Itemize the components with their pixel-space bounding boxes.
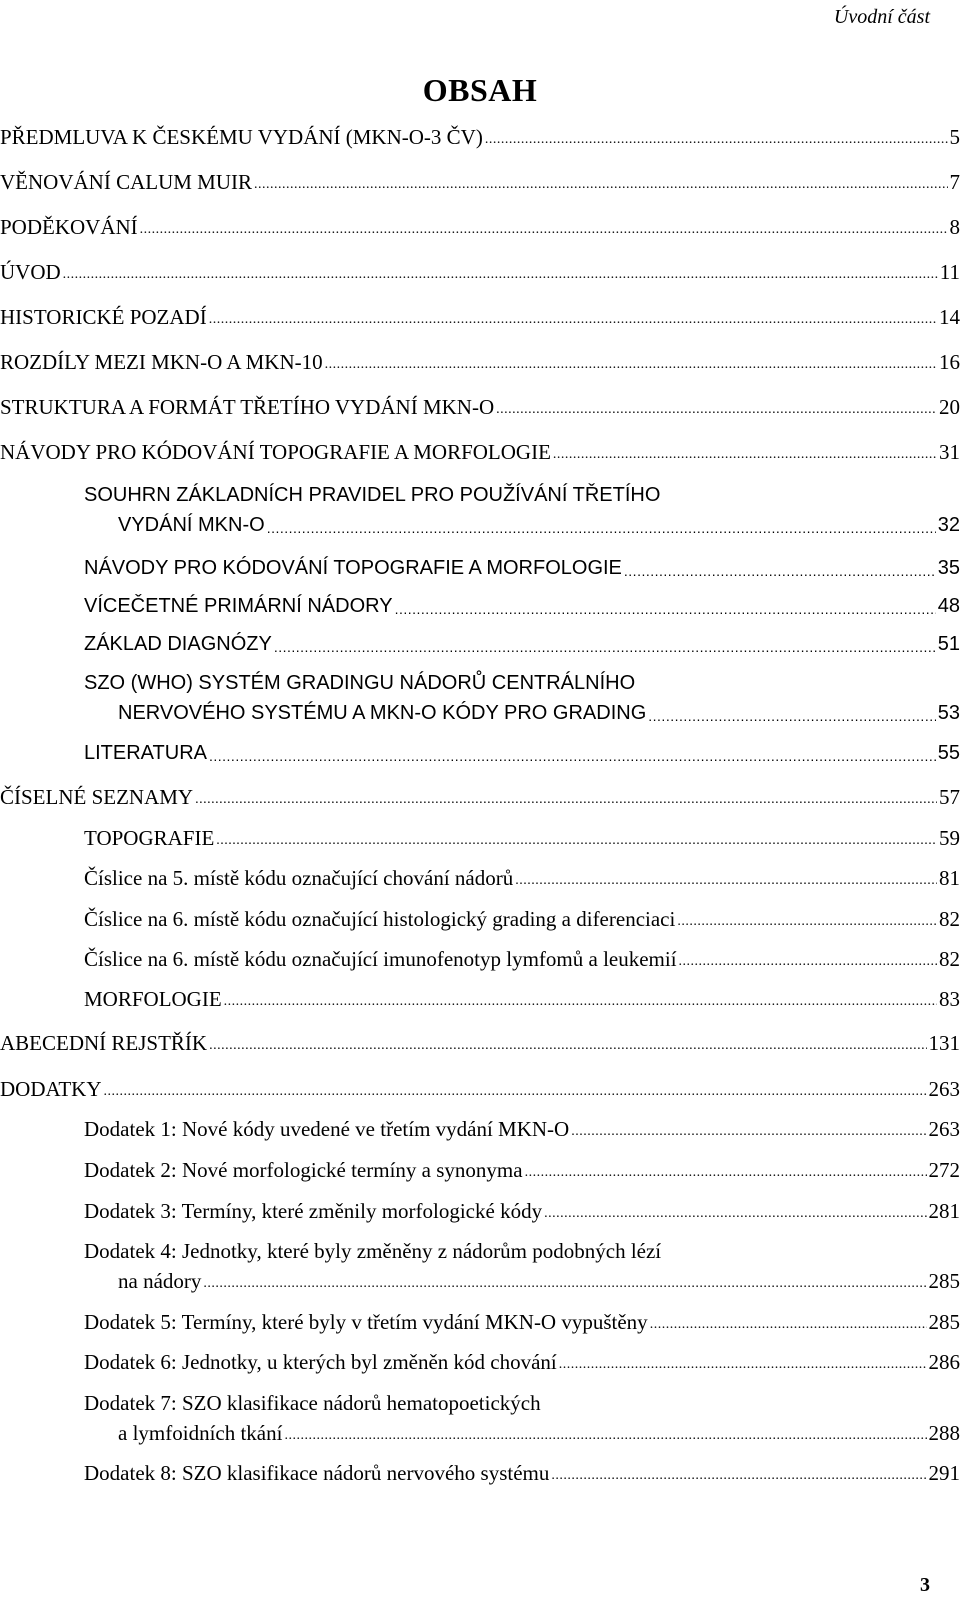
toc-entry-label: MORFOLOGIE (84, 987, 222, 1011)
toc-entry-label: NÁVODY PRO KÓDOVÁNÍ TOPOGRAFIE A MORFOLOGIE (84, 557, 622, 579)
dot-leader (195, 795, 937, 805)
toc-entry-label: PŘEDMLUVA K ČESKÉMU VYDÁNÍ (MKN-O-3 ČV) (0, 125, 483, 149)
dot-leader (485, 135, 948, 145)
dot-leader (284, 1431, 926, 1441)
toc-entry-page: 20 (939, 395, 960, 419)
toc-entry[interactable] (0, 257, 960, 287)
toc-entry-page: 7 (949, 170, 960, 194)
toc-entry-label: Dodatek 8: SZO klasifikace nádorů nervového systému (84, 1461, 550, 1485)
toc-entry[interactable] (84, 823, 960, 853)
toc-entry-label: ZÁKLAD DIAGNÓZY (84, 633, 272, 655)
toc-entry[interactable] (0, 437, 960, 467)
toc-entry-page: 263 (928, 1077, 960, 1101)
toc-entry-label-continued: NERVOVÉHO SYSTÉMU A MKN-O KÓDY PRO GRADING (118, 702, 647, 724)
toc-entry-label: Dodatek 6: Jednotky, u kterých byl změněn kód chování (84, 1350, 557, 1374)
dot-leader (648, 711, 935, 721)
dot-leader (515, 876, 937, 886)
dot-leader (63, 270, 938, 280)
toc-entry-label: ROZDÍLY MEZI MKN-O A MKN-10 (0, 350, 323, 374)
toc-entry[interactable] (0, 122, 960, 152)
toc-entry[interactable] (0, 1028, 960, 1058)
dot-leader (395, 604, 936, 614)
toc-entry-label: Dodatek 3: Termíny, které změnily morfologické kódy (84, 1199, 543, 1223)
toc-entry-page: 286 (928, 1350, 960, 1374)
toc-entry-label: SOUHRN ZÁKLADNÍCH PRAVIDEL PRO POUŽÍVÁNÍ TŘETÍHO (84, 484, 661, 506)
toc-entry-label: Číslice na 6. místě kódu označující histologický grading a diferenciaci (84, 907, 676, 931)
toc-entry-page: 35 (937, 557, 960, 579)
toc-entry[interactable] (0, 782, 960, 812)
toc-entry-label: STRUKTURA A FORMÁT TŘETÍHO VYDÁNÍ MKN-O (0, 395, 495, 419)
toc-entry[interactable] (84, 1114, 960, 1144)
toc-entry[interactable] (84, 1388, 960, 1448)
toc-entry-page: 272 (928, 1158, 960, 1182)
dot-leader (679, 957, 937, 967)
dot-leader (325, 360, 937, 370)
dot-leader (525, 1168, 927, 1178)
toc-entry-label: NÁVODY PRO KÓDOVÁNÍ TOPOGRAFIE A MORFOLOGIE (0, 440, 551, 464)
toc-entry-label: PODĚKOVÁNÍ (0, 215, 138, 239)
dot-leader (209, 751, 936, 761)
toc-entry-page: 16 (939, 350, 960, 374)
toc-entry-label-continued: VYDÁNÍ MKN-O (118, 514, 265, 536)
toc-entry-label: Číslice na 5. místě kódu označující chování nádorů (84, 866, 514, 890)
dot-leader (209, 315, 937, 325)
toc-entry-page: 55 (937, 742, 960, 764)
toc-entry[interactable] (84, 629, 960, 659)
dot-leader (140, 225, 948, 235)
toc-entry-page: 57 (939, 785, 960, 809)
toc-entry-label: VÍCEČETNÉ PRIMÁRNÍ NÁDORY (84, 595, 393, 617)
dot-leader (203, 1279, 926, 1289)
toc-entry[interactable] (84, 944, 960, 974)
toc-entry-page: 51 (937, 633, 960, 655)
toc-entry-label: DODATKY (0, 1077, 102, 1101)
toc-entry-label-continued: na nádory (118, 1269, 202, 1293)
toc-entry[interactable] (84, 1458, 960, 1488)
toc-entry[interactable] (84, 553, 960, 583)
toc-entry-page: 48 (937, 595, 960, 617)
toc-entry[interactable] (84, 480, 960, 540)
dot-leader (224, 997, 937, 1007)
toc-entry-page: 53 (937, 702, 960, 724)
toc-entry[interactable] (84, 738, 960, 768)
dot-leader (209, 1041, 926, 1051)
toc-entry[interactable] (0, 392, 960, 422)
dot-leader (267, 523, 936, 533)
toc-entry[interactable] (0, 212, 960, 242)
toc-entry-label-continued: a lymfoidních tkání (118, 1421, 283, 1445)
toc-entry[interactable] (84, 668, 960, 728)
dot-leader (650, 1320, 927, 1330)
dot-leader (624, 566, 936, 576)
toc-entry-label: ÚVOD (0, 260, 61, 284)
toc-entry-page: 11 (939, 260, 960, 284)
toc-entry-page: 14 (939, 305, 960, 329)
toc-entry-page: 131 (928, 1031, 960, 1055)
toc-entry-page: 5 (949, 125, 960, 149)
toc-entry-label: LITERATURA (84, 742, 207, 764)
dot-leader (571, 1127, 926, 1137)
toc-entry[interactable] (84, 904, 960, 934)
toc-entry-page: 83 (939, 987, 960, 1011)
toc-entry[interactable] (0, 302, 960, 332)
toc-entry-label: Dodatek 4: Jednotky, které byly změněny z nádorům podobných lézí (84, 1239, 662, 1263)
running-head: Úvodní část (833, 6, 930, 28)
toc-entry-page: 82 (939, 907, 960, 931)
dot-leader (216, 836, 937, 846)
toc-entry-label: TOPOGRAFIE (84, 826, 215, 850)
dot-leader (254, 180, 948, 190)
toc-entry-page: 82 (939, 947, 960, 971)
toc-entry-page: 81 (939, 866, 960, 890)
toc-entry-page: 291 (928, 1461, 960, 1485)
dot-leader (677, 917, 937, 927)
toc-entry-page: 285 (928, 1269, 960, 1293)
page-number: 3 (920, 1574, 930, 1596)
dot-leader (559, 1360, 927, 1370)
toc-entry[interactable] (84, 1196, 960, 1226)
toc-entry-label: VĚNOVÁNÍ CALUM MUIR (0, 170, 252, 194)
dot-leader (274, 642, 936, 652)
toc-entry-page: 31 (939, 440, 960, 464)
dot-leader (553, 450, 937, 460)
toc-entry-page: 288 (928, 1421, 960, 1445)
dot-leader (544, 1209, 926, 1219)
toc-entry-page: 285 (928, 1310, 960, 1334)
toc-entry-label: Dodatek 1: Nové kódy uvedené ve třetím vydání MKN-O (84, 1117, 570, 1141)
toc-entry-label: Dodatek 2: Nové morfologické termíny a synonyma (84, 1158, 523, 1182)
toc-entry[interactable] (0, 347, 960, 377)
toc-entry[interactable] (84, 984, 960, 1014)
toc-entry-page: 32 (937, 514, 960, 536)
toc-entry-label: SZO (WHO) SYSTÉM GRADINGU NÁDORŮ CENTRÁLNÍHO (84, 672, 636, 694)
toc-entry[interactable] (84, 1236, 960, 1296)
toc-entry-page: 281 (928, 1199, 960, 1223)
dot-leader (496, 405, 937, 415)
toc-entry-label: Dodatek 7: SZO klasifikace nádorů hematopoetických (84, 1391, 541, 1415)
toc-entry-page: 263 (928, 1117, 960, 1141)
toc-entry-label: ABECEDNÍ REJSTŘÍK (0, 1031, 208, 1055)
toc-entry[interactable] (84, 1347, 960, 1377)
toc-entry[interactable] (0, 167, 960, 197)
toc-entry[interactable] (84, 1155, 960, 1185)
toc-entry[interactable] (84, 863, 960, 893)
toc-entry[interactable] (84, 591, 960, 621)
toc-entry-label: ČÍSELNÉ SEZNAMY (0, 785, 194, 809)
page-title: OBSAH (422, 72, 538, 108)
dot-leader (551, 1471, 926, 1481)
toc-entry[interactable] (0, 1074, 960, 1104)
toc-entry[interactable] (84, 1307, 960, 1337)
toc-entry-label: Dodatek 5: Termíny, které byly v třetím vydání MKN-O vypuštěny (84, 1310, 648, 1334)
toc-entry-page: 59 (939, 826, 960, 850)
toc-entry-label: Číslice na 6. místě kódu označující imunofenotyp lymfomů a leukemií (84, 947, 677, 971)
toc-entry-label: HISTORICKÉ POZADÍ (0, 305, 207, 329)
toc-entry-page: 8 (949, 215, 960, 239)
dot-leader (104, 1087, 927, 1097)
